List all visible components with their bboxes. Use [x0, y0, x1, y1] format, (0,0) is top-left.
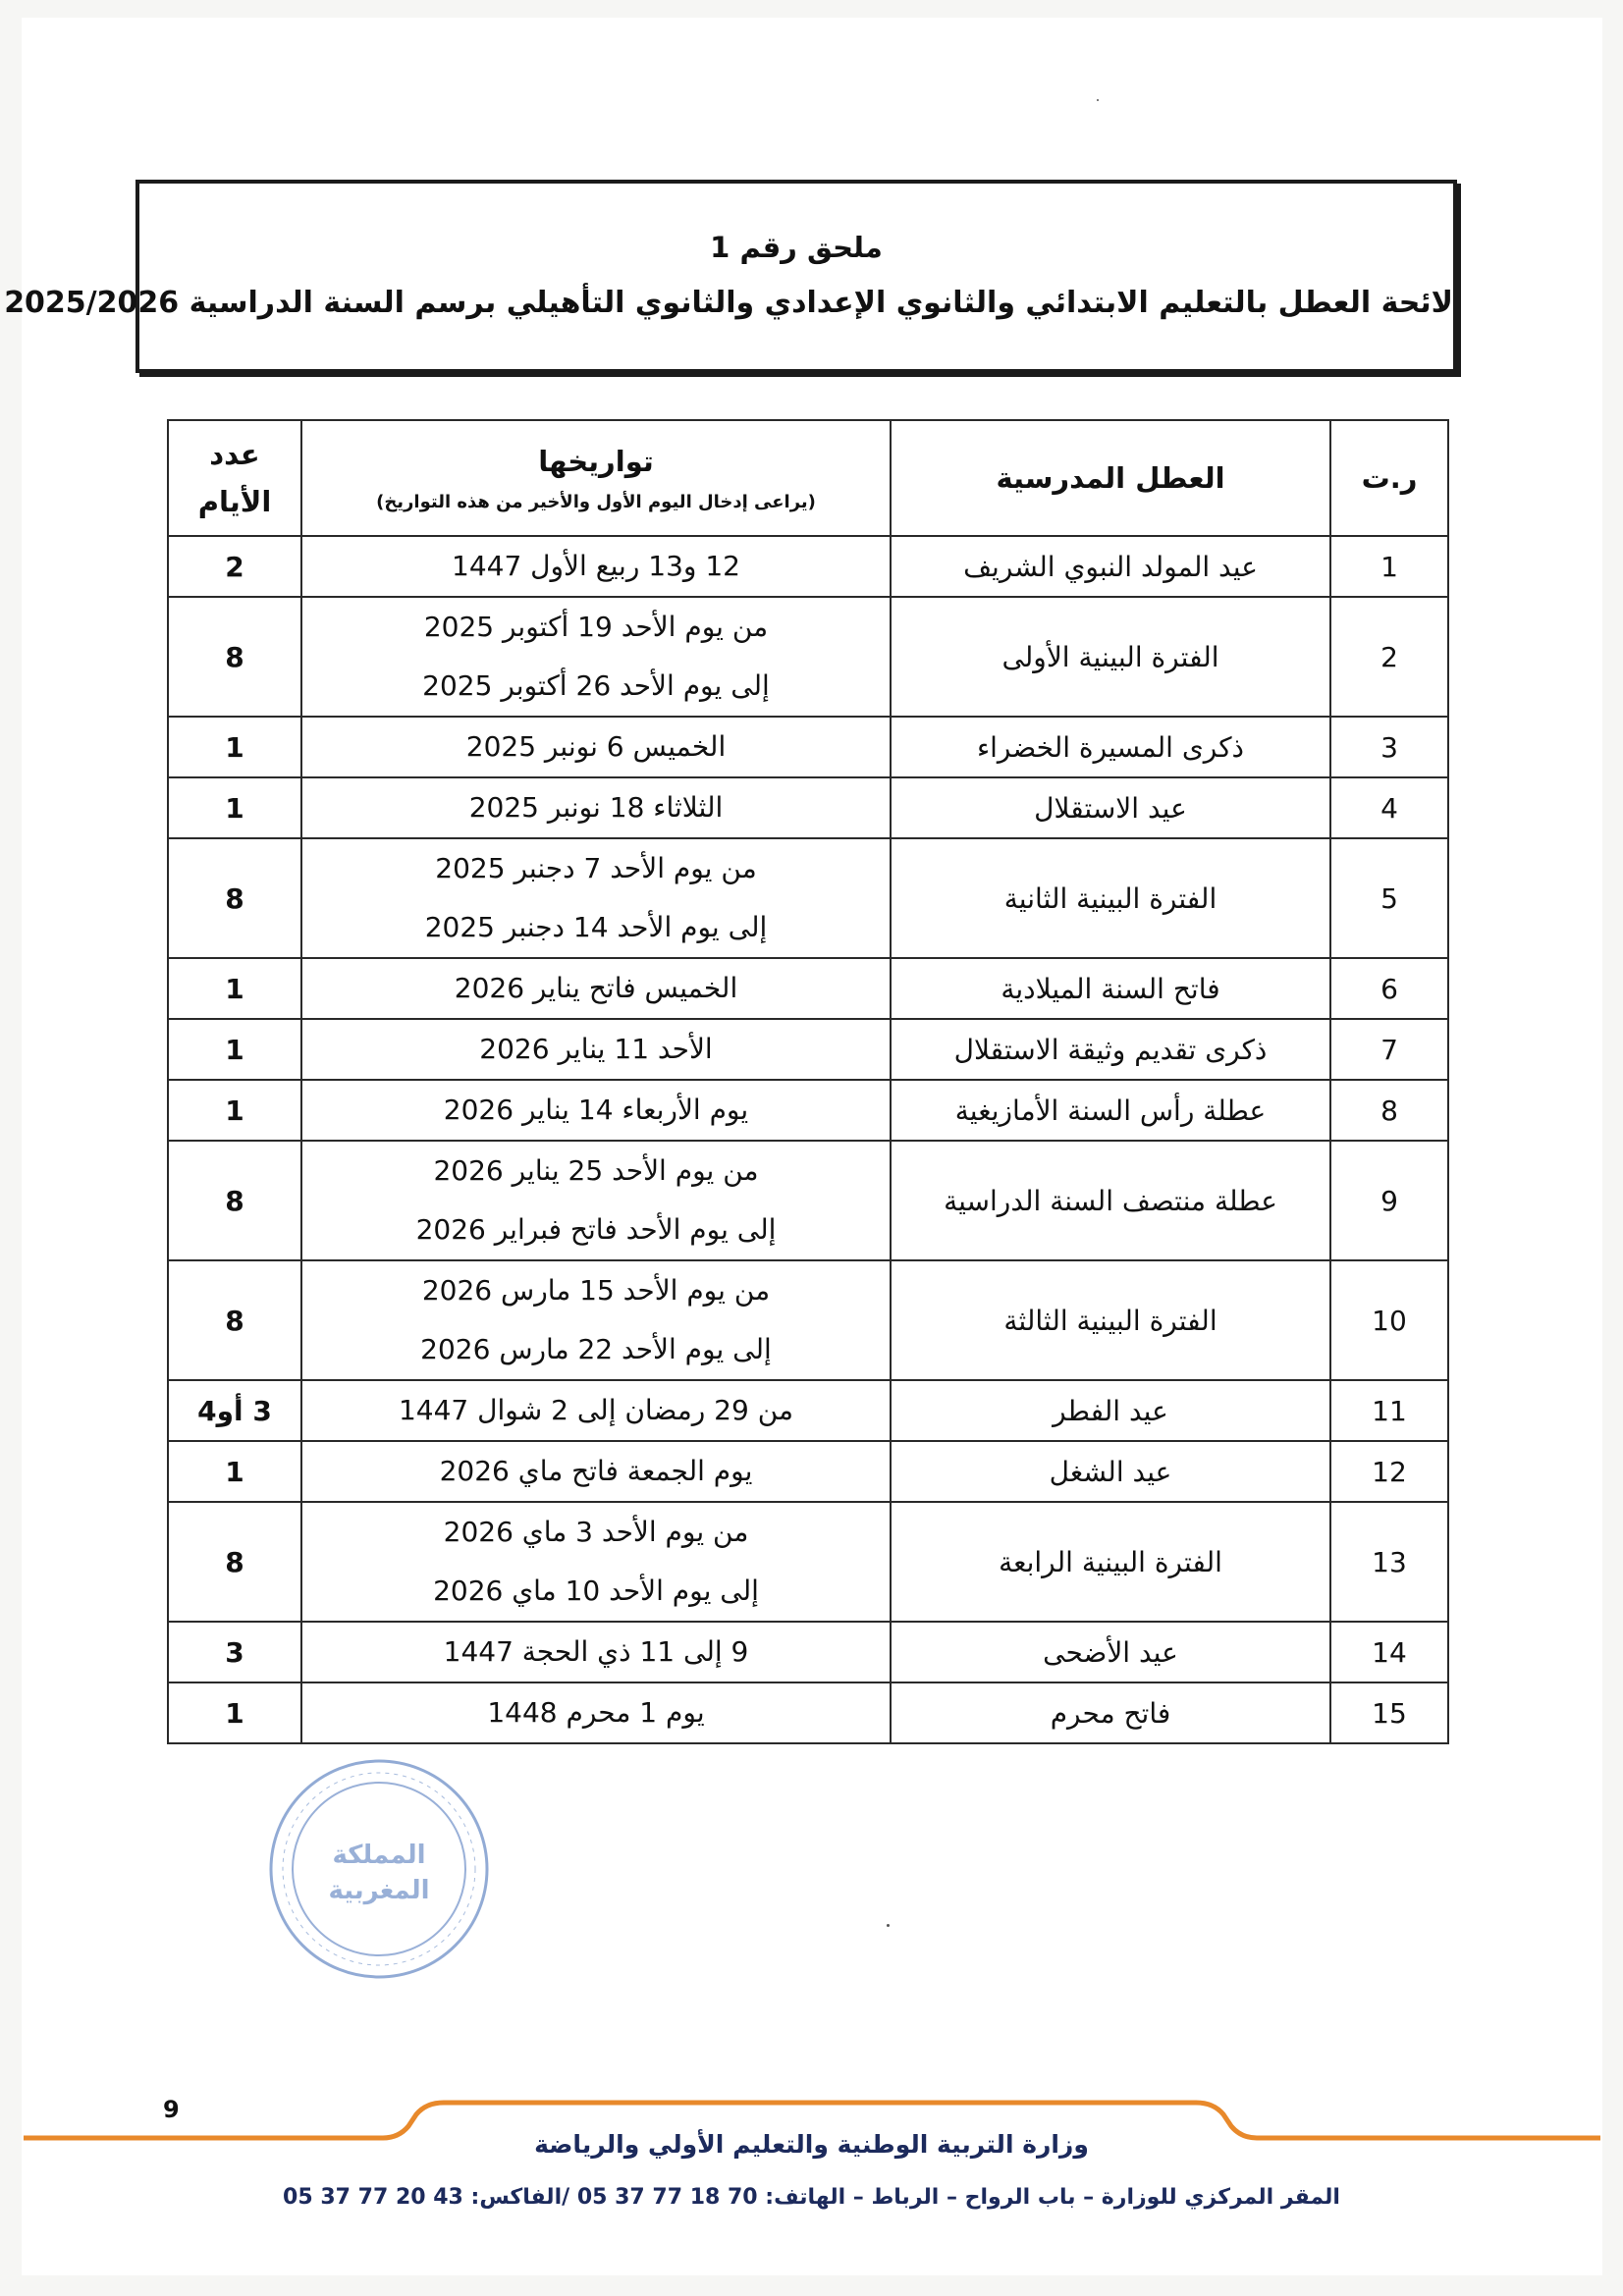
holiday-dates	[301, 1141, 891, 1260]
page-number: 9	[163, 2096, 180, 2123]
title-box	[4, 180, 1457, 373]
days-count: 8	[168, 1141, 301, 1260]
header-dates-note: (يراعى إدخال اليوم الأول والأخير من هذه التواريخ)	[376, 491, 816, 512]
holiday-name: عيد الشغل	[891, 1441, 1330, 1502]
row-number: 14	[1330, 1622, 1448, 1682]
date-line: الثلاثاء 18 نونبر 2025	[468, 791, 724, 824]
holiday-dates	[301, 777, 891, 838]
table-row	[168, 777, 1448, 838]
holiday-dates	[301, 1622, 891, 1682]
header-days-line1: عدد	[209, 438, 260, 471]
row-number: 9	[1330, 1141, 1448, 1260]
date-line: يوم 1 محرم 1448	[487, 1696, 705, 1729]
row-number: 11	[1330, 1380, 1448, 1441]
row-number: 8	[1330, 1080, 1448, 1141]
ministry-address: المقر المركزي للوزارة – باب الرواح – الرباط – الهاتف: 70 18 77 37 05 /الفاكس: 43 20 77 37 05	[283, 2185, 1340, 2210]
holiday-dates	[301, 1019, 891, 1080]
header-days-line2: الأيام	[197, 485, 272, 518]
scan-speck	[1097, 99, 1099, 101]
header-days	[168, 420, 301, 536]
holiday-name: عيد الأضحى	[891, 1622, 1330, 1682]
date-line: إلى يوم الأحد 22 مارس 2026	[420, 1333, 772, 1365]
holidays-table	[167, 419, 1449, 1744]
holiday-dates	[301, 597, 891, 717]
date-line: 9 إلى 11 ذي الحجة 1447	[443, 1635, 749, 1668]
holiday-name: الفترة البينية الثانية	[891, 838, 1330, 958]
row-number: 7	[1330, 1019, 1448, 1080]
days-count: 1	[168, 1019, 301, 1080]
official-stamp	[263, 1753, 495, 1985]
date-line: الخميس 6 نونبر 2025	[465, 730, 727, 763]
holiday-name: عيد الفطر	[891, 1380, 1330, 1441]
scan-speck	[887, 1924, 890, 1927]
row-number: 5	[1330, 838, 1448, 958]
table-row	[168, 1502, 1448, 1622]
table-row	[168, 597, 1448, 717]
stamp-text-line2: المغربية	[328, 1876, 430, 1905]
row-number: 6	[1330, 958, 1448, 1019]
days-count: 8	[168, 838, 301, 958]
days-count: 8	[168, 1260, 301, 1380]
days-count: 3	[168, 1622, 301, 1682]
date-line: إلى يوم الأحد 14 دجنبر 2025	[424, 911, 768, 943]
row-number: 3	[1330, 717, 1448, 777]
table-row	[168, 1260, 1448, 1380]
holiday-dates	[301, 1502, 891, 1622]
table-row	[168, 536, 1448, 597]
days-count: 1	[168, 1682, 301, 1743]
holiday-dates	[301, 1380, 891, 1441]
holiday-dates	[301, 1682, 891, 1743]
date-line: من يوم الأحد 19 أكتوبر 2025	[423, 611, 769, 643]
days-count: 2	[168, 536, 301, 597]
holiday-dates	[301, 536, 891, 597]
header-holiday: العطل المدرسية	[891, 420, 1330, 536]
row-number: 10	[1330, 1260, 1448, 1380]
holiday-dates	[301, 958, 891, 1019]
days-count: 8	[168, 597, 301, 717]
date-line: 12 و13 ربيع الأول 1447	[452, 550, 740, 582]
date-line: من يوم الأحد 25 يناير 2026	[433, 1154, 759, 1187]
table-row	[168, 717, 1448, 777]
table-header-row	[168, 420, 1448, 536]
days-count: 1	[168, 958, 301, 1019]
date-line: إلى يوم الأحد فاتح فبراير 2026	[415, 1213, 777, 1246]
holiday-dates	[301, 1260, 891, 1380]
date-line: إلى يوم الأحد 26 أكتوبر 2025	[422, 669, 770, 702]
table-row	[168, 1622, 1448, 1682]
days-count: 1	[168, 717, 301, 777]
row-number: 4	[1330, 777, 1448, 838]
date-line: من 29 رمضان إلى 2 شوال 1447	[398, 1394, 794, 1426]
row-number: 15	[1330, 1682, 1448, 1743]
row-number: 13	[1330, 1502, 1448, 1622]
holiday-name: عيد المولد النبوي الشريف	[891, 536, 1330, 597]
date-line: من يوم الأحد 15 مارس 2026	[421, 1274, 771, 1307]
header-rank: ر.ت	[1330, 420, 1448, 536]
holiday-name: فاتح السنة الميلادية	[891, 958, 1330, 1019]
holiday-dates	[301, 717, 891, 777]
table-row	[168, 1080, 1448, 1141]
date-line: يوم الجمعة فاتح ماي 2026	[439, 1455, 753, 1487]
days-count: 3 أو4	[168, 1380, 301, 1441]
stamp-text-line1: المملكة	[332, 1841, 426, 1870]
holiday-dates	[301, 1080, 891, 1141]
date-line: الأحد 11 يناير 2026	[479, 1033, 713, 1065]
holiday-dates	[301, 1441, 891, 1502]
row-number: 1	[1330, 536, 1448, 597]
days-count: 1	[168, 1441, 301, 1502]
holiday-dates	[301, 838, 891, 958]
header-dates-label: تواريخها	[538, 444, 654, 478]
holiday-name: الفترة البينية الرابعة	[891, 1502, 1330, 1622]
days-count: 8	[168, 1502, 301, 1622]
table-row	[168, 958, 1448, 1019]
holiday-name: الفترة البينية الثالثة	[891, 1260, 1330, 1380]
document-title: لائحة العطل بالتعليم الابتدائي والثانوي الإعدادي والثانوي التأهيلي برسم السنة الدراسية 2025/2026	[4, 286, 1453, 320]
table-row	[168, 1380, 1448, 1441]
holiday-name: عيد الاستقلال	[891, 777, 1330, 838]
table-body	[168, 536, 1448, 1743]
table-row	[168, 1019, 1448, 1080]
row-number: 12	[1330, 1441, 1448, 1502]
table-row	[168, 1441, 1448, 1502]
table-row	[168, 1141, 1448, 1260]
date-line: من يوم الأحد 3 ماي 2026	[443, 1516, 749, 1548]
holiday-name: عطلة منتصف السنة الدراسية	[891, 1141, 1330, 1260]
days-count: 1	[168, 1080, 301, 1141]
table-row	[168, 1682, 1448, 1743]
date-line: الخميس فاتح يناير 2026	[454, 972, 738, 1004]
holiday-name: فاتح محرم	[891, 1682, 1330, 1743]
header-dates	[301, 420, 891, 536]
holiday-name: ذكرى المسيرة الخضراء	[891, 717, 1330, 777]
days-count: 1	[168, 777, 301, 838]
holiday-name: الفترة البينية الأولى	[891, 597, 1330, 717]
ministry-name: وزارة التربية الوطنية والتعليم الأولي والرياضة	[534, 2130, 1089, 2159]
annex-label: ملحق رقم 1	[710, 231, 883, 264]
date-line: يوم الأربعاء 14 يناير 2026	[443, 1094, 749, 1126]
row-number: 2	[1330, 597, 1448, 717]
date-line: من يوم الأحد 7 دجنبر 2025	[435, 852, 757, 884]
holiday-name: عطلة رأس السنة الأمازيغية	[891, 1080, 1330, 1141]
date-line: إلى يوم الأحد 10 ماي 2026	[433, 1575, 759, 1607]
holiday-name: ذكرى تقديم وثيقة الاستقلال	[891, 1019, 1330, 1080]
table-row	[168, 838, 1448, 958]
